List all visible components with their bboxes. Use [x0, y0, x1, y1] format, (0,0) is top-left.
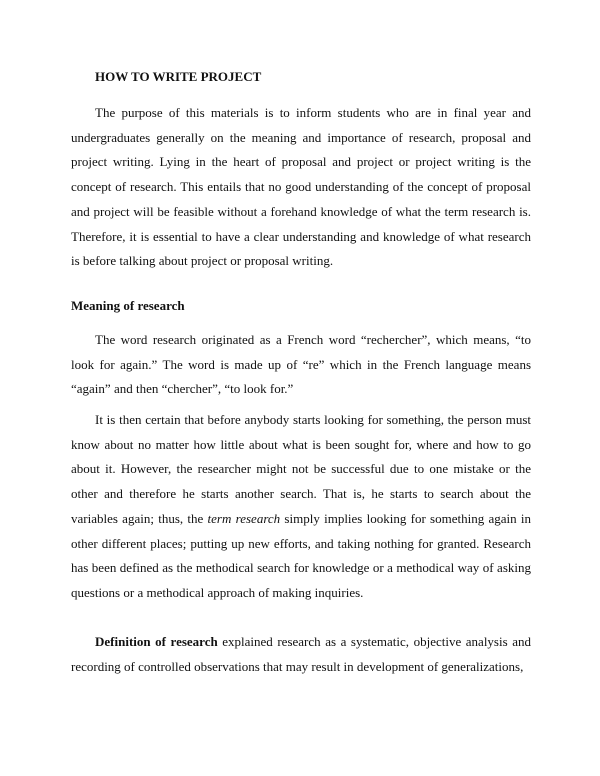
intro-paragraph: The purpose of this materials is to inform students who are in final year and undergraduates generally on the meaning and importance of research, proposal and project writing. Lying in the heart of proposal and project or project writing is the concept of research. This entails that no good understanding of the concept of proposal and project will be feasible without a forehand knowledge of what the term research is. Therefore, it is essential to have a clear understanding and knowledge of what research is before talking about project or proposal writing. — [71, 105, 531, 269]
definition-text: explained research as a systematic, objective analysis and recording of controlled observations that may result in development of generalizations, — [71, 634, 531, 674]
section-heading-meaning: Meaning of research — [71, 298, 185, 313]
italic-term: term research — [207, 510, 281, 526]
definition-paragraph — [71, 630, 531, 679]
meaning-paragraph-2-end: simply implies looking for something again in other different places; putting up new efforts, and taking nothing for granted. Research has been defined as the methodical search for knowledge or a methodical way of asking questions or a methodical approach of making inquiries. — [71, 510, 531, 600]
meaning-paragraph-2 — [71, 408, 531, 606]
meaning-paragraph-1: The word research originated as a French word “rechercher”, which means, “to look for again.” The word is made up of “re” which in the French language means “again” and then “chercher”, “to look for.” — [71, 332, 531, 397]
meaning-paragraph-2-start: It is then certain that before anybody starts looking for something, the person must know about no matter how little about what is been sought for, where and how to go about it. However, the researcher might not be successful due to one mistake or the other and therefore he starts another search. That is, he starts to search about the variables again; thus, the — [71, 412, 531, 526]
definition-lead: Definition of research — [95, 634, 218, 649]
document-title: HOW TO WRITE PROJECT — [95, 69, 262, 84]
